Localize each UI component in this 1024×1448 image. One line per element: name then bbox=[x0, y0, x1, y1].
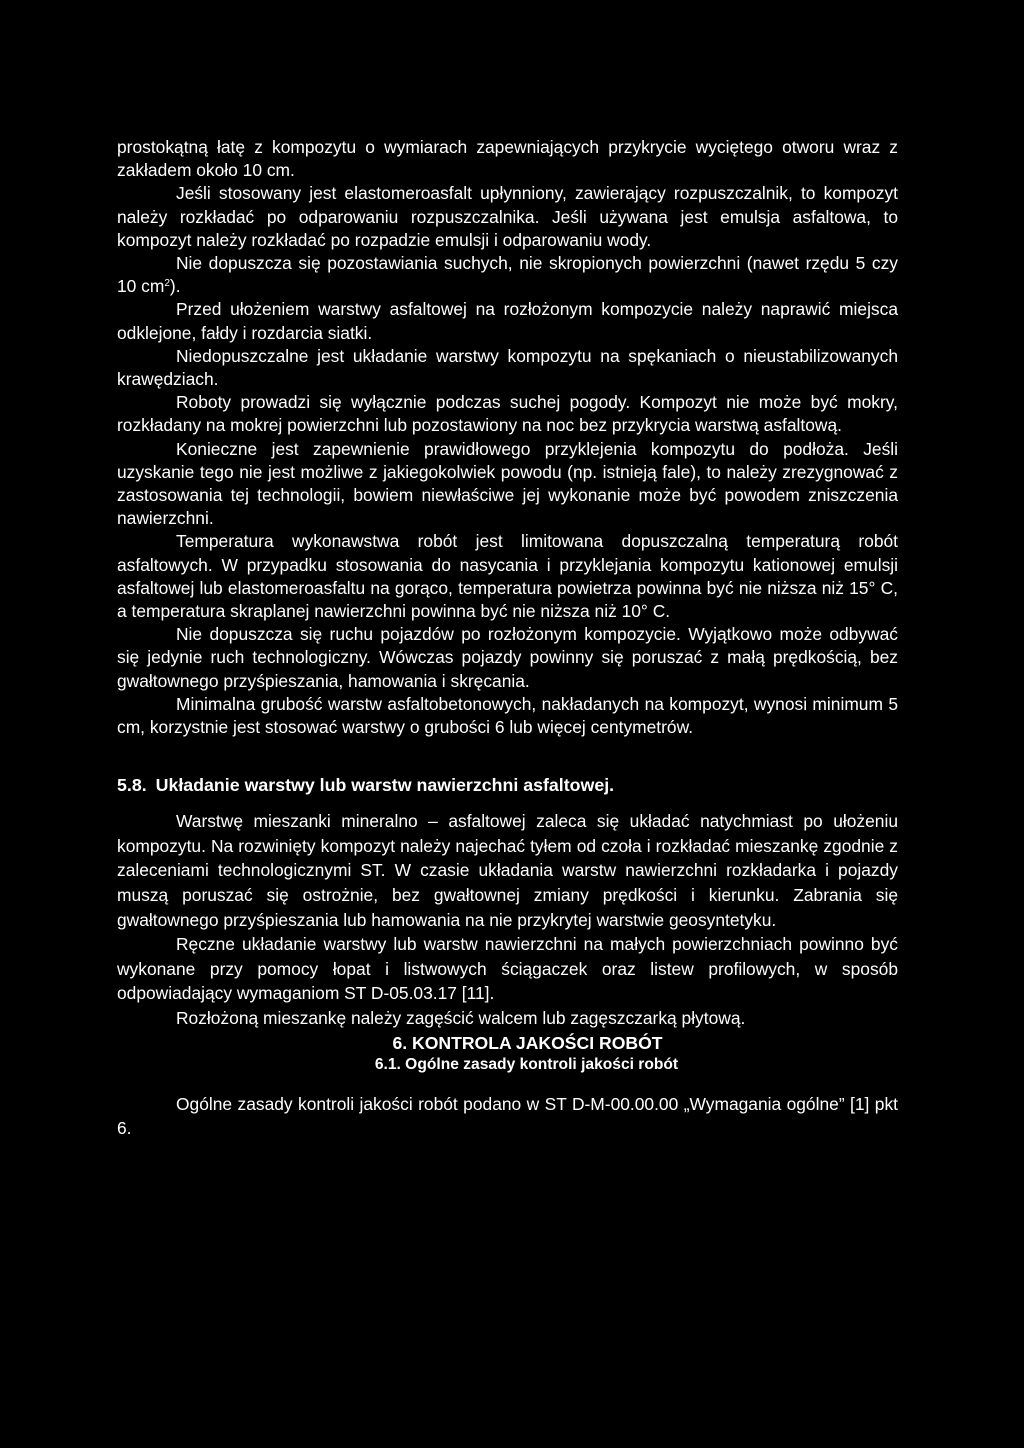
section-5-8-body bbox=[117, 809, 898, 1030]
paragraph: Rozłożoną mieszankę należy zagęścić walcem lub zagęszczarką płytową. bbox=[176, 1008, 746, 1029]
paragraph: Konieczne jest zapewnienie prawidłowego przyklejenia kompozytu do podłoża. Jeśli uzyskanie tego nie jest możliwe z jakiegokolwiek powodu (np. istnieją fale), to należy zrezygnować z zastosowania tej technologii, bowiem niewłaściwe jej wykonanie może być powodem zniszczenia nawierzchni. bbox=[117, 438, 898, 529]
paragraph: Roboty prowadzi się wyłącznie podczas suchej pogody. Kompozyt nie może być mokry, rozkładany na mokrej powierzchni lub pozostawiony na noc bez przykrycia warstwą asfaltową. bbox=[117, 392, 898, 436]
section-number: 5.8. bbox=[117, 775, 147, 796]
paragraph-text: ). bbox=[169, 276, 181, 297]
section-5-7-continued bbox=[117, 136, 898, 739]
sub-heading-6-1: 6.1. Ogólne zasady kontroli jakości robót bbox=[374, 1055, 679, 1073]
paragraph: Przed ułożeniem warstwy asfaltowej na rozłożonym kompozycie należy naprawić miejsca odklejone, fałdy i rozdarcia siatki. bbox=[117, 299, 898, 343]
paragraph: Minimalna grubość warstw asfaltobetonowych, nakładanych na kompozyt, wynosi minimum 5 cm, korzystnie jest stosować warstwy o grubości 6 lub więcej centymetrów. bbox=[117, 693, 898, 738]
paragraph bbox=[117, 252, 898, 298]
paragraph: Ogólne zasady kontroli jakości robót podano w ST D-M-00.00.00 „Wymagania ogólne” [1] pkt 6. bbox=[117, 1093, 898, 1139]
section-6-1-body bbox=[117, 1092, 898, 1141]
paragraph: prostokątną łatę z kompozytu o wymiarach zapewniających przykrycie wyciętego otworu wraz z zakładem około 10 cm. bbox=[117, 137, 898, 181]
superscript: 2 bbox=[164, 278, 170, 290]
paragraph-text: Nie dopuszcza się pozostawiania suchych, nie skropionych powierzchni (nawet rzędu 5 czy 10 cm bbox=[117, 253, 898, 297]
paragraph: Ręczne układanie warstwy lub warstw nawierzchni na małych powierzchniach powinno być wykonane przy pomocy łopat i listwowych ściągaczek oraz listew profilowych, w sposób odpowiadający wymaganiom ST D-05.03.17 [11]. bbox=[117, 934, 898, 1004]
paragraph: Niedopuszczalne jest układanie warstwy kompozytu na spękaniach o nieustabilizowanych krawędziach. bbox=[117, 345, 898, 390]
paragraph: Warstwę mieszanki mineralno – asfaltowej zaleca się układać natychmiast po ułożeniu kompozytu. Na rozwinięty kompozyt należy najechać tyłem od czoła i rozkładać mieszankę zgodnie z zaleceniami technologicznymi ST. W czasie układania warstw nawierzchni rozkładarka i pojazdy muszą poruszać się ostrożnie, bez gwałtownej zmiany prędkości i kierunku. Zabrania się gwałtownego przyśpieszania lub hamowania na nie przykrytej warstwie geosyntetyku. bbox=[117, 811, 898, 930]
paragraph: Jeśli stosowany jest elastomeroasfalt upłynniony, zawierający rozpuszczalnik, to kompozyt należy rozkładać po odparowaniu rozpuszczalnika. Jeśli używana jest emulsja asfaltowa, to kompozyt należy rozkładać po rozpadzie emulsji i odparowaniu wody. bbox=[117, 183, 898, 250]
chapter-heading-6: 6. KONTROLA JAKOŚCI ROBÓT bbox=[392, 1032, 663, 1053]
paragraph: Temperatura wykonawstwa robót jest limitowana dopuszczalną temperaturą robót asfaltowych. W przypadku stosowania do nasycania i przyklejania kompozytu kationowej emulsji asfaltowej lub elastomeroasfaltu na gorąco, temperatura powietrza powinna być nie niższa niż 15° C, a temperatura skraplanej nawierzchni powinna być nie niższa niż 10° C. bbox=[117, 531, 898, 622]
section-title: Układanie warstwy lub warstw nawierzchni asfaltowej. bbox=[155, 775, 615, 796]
section-heading-5-8 bbox=[117, 773, 898, 797]
paragraph: Nie dopuszcza się ruchu pojazdów po rozłożonym kompozycie. Wyjątkowo może odbywać się jedynie ruch technologiczny. Wówczas pojazdy powinny się poruszać z małą prędkością, bez gwałtownego przyśpieszania, hamowania i skręcania. bbox=[117, 624, 898, 691]
